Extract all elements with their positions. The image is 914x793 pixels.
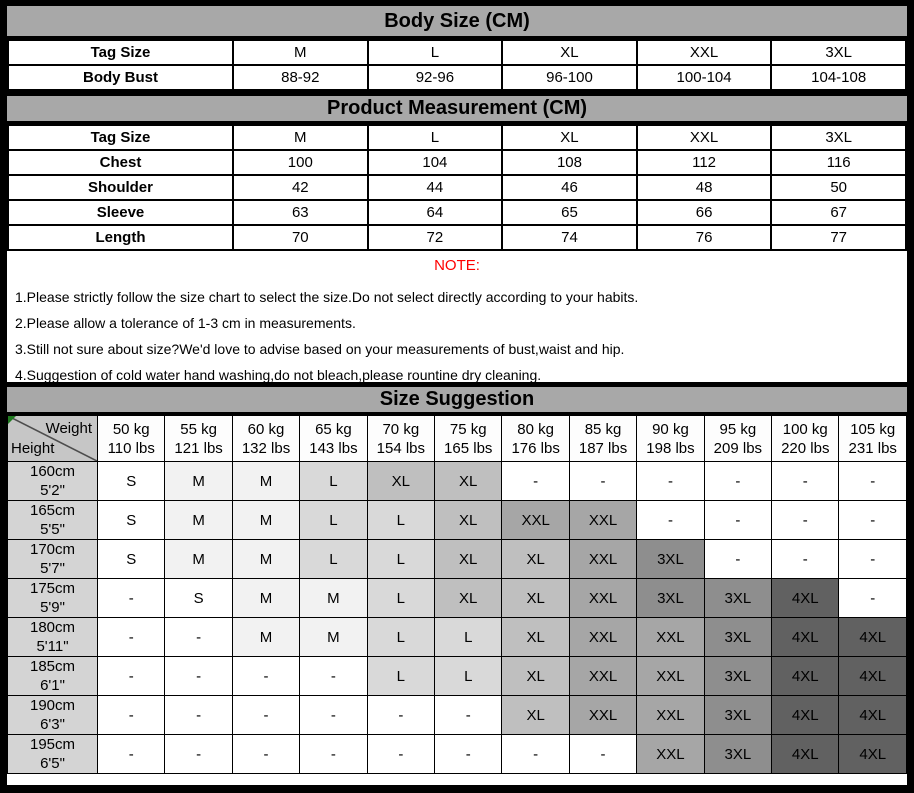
weight-header-cell: 75 kg 165 lbs (435, 416, 502, 462)
table-row (8, 65, 906, 90)
table-row (8, 40, 906, 65)
spec-value: XL (502, 125, 637, 150)
spec-value: 104 (368, 150, 503, 175)
spec-value: 70 (233, 225, 368, 250)
spec-value: L (368, 125, 503, 150)
size-cell: - (637, 501, 704, 540)
size-cell: M (300, 579, 367, 618)
size-cell: XL (435, 540, 502, 579)
size-cell: - (704, 462, 771, 501)
size-cell: L (367, 657, 434, 696)
size-cell: L (367, 579, 434, 618)
spec-value: 88-92 (233, 65, 368, 90)
size-cell: M (232, 462, 299, 501)
note-item: 4.Suggestion of cold water hand washing,do not bleach,please rountine dry cleaning. (15, 367, 542, 383)
spec-value: 116 (771, 150, 906, 175)
spec-value: 77 (771, 225, 906, 250)
spec-value: 92-96 (368, 65, 503, 90)
size-cell: 3XL (704, 735, 771, 774)
height-row-label: 165cm 5'5" (8, 501, 98, 540)
product-measurement-title: Product Measurement (CM) (326, 97, 588, 119)
size-cell: S (165, 579, 232, 618)
size-cell: - (98, 618, 165, 657)
size-cell: M (165, 540, 232, 579)
size-cell: 3XL (704, 579, 771, 618)
height-row-label: 160cm 5'2" (8, 462, 98, 501)
weight-header-cell: 105 kg 231 lbs (839, 416, 907, 462)
product-measurement-header (7, 91, 907, 124)
table-row (8, 225, 906, 250)
size-cell: XL (435, 579, 502, 618)
row-label: Length (8, 225, 233, 250)
spec-value: XL (502, 40, 637, 65)
spec-value: 100-104 (637, 65, 772, 90)
size-cell: - (232, 696, 299, 735)
size-cell: XXL (637, 618, 704, 657)
weight-header-cell: 80 kg 176 lbs (502, 416, 569, 462)
size-cell: L (435, 657, 502, 696)
size-cell: 4XL (772, 657, 839, 696)
size-cell: XXL (569, 501, 636, 540)
size-cell: L (300, 462, 367, 501)
size-cell: 4XL (839, 735, 907, 774)
size-cell: - (98, 657, 165, 696)
size-cell: XL (502, 540, 569, 579)
size-cell: M (232, 579, 299, 618)
size-cell: 4XL (772, 579, 839, 618)
size-cell: M (232, 501, 299, 540)
size-cell: XL (435, 501, 502, 540)
row-label: Tag Size (8, 40, 233, 65)
notes-section (7, 251, 907, 382)
size-cell: - (165, 735, 232, 774)
size-cell: M (232, 540, 299, 579)
size-cell: - (772, 540, 839, 579)
body-size-title: Body Size (CM) (384, 9, 530, 32)
size-suggestion-table (7, 415, 907, 774)
size-cell: XXL (569, 657, 636, 696)
size-cell: - (300, 657, 367, 696)
size-cell: - (98, 579, 165, 618)
spec-value: 42 (233, 175, 368, 200)
row-label: Tag Size (8, 125, 233, 150)
spec-value: 66 (637, 200, 772, 225)
height-row-label: 170cm 5'7" (8, 540, 98, 579)
size-cell: XXL (569, 579, 636, 618)
size-cell: XL (502, 657, 569, 696)
size-cell: - (435, 735, 502, 774)
spec-value: 46 (502, 175, 637, 200)
body-size-header (7, 6, 907, 39)
size-cell: XL (435, 462, 502, 501)
size-cell: 3XL (704, 657, 771, 696)
row-label: Shoulder (8, 175, 233, 200)
table-row (8, 125, 906, 150)
weight-header-cell: 60 kg 132 lbs (232, 416, 299, 462)
note-list (15, 284, 899, 388)
height-row-label: 190cm 6'3" (8, 696, 98, 735)
size-cell: XXL (637, 696, 704, 735)
size-cell: - (165, 618, 232, 657)
size-cell: - (569, 462, 636, 501)
spec-value: 67 (771, 200, 906, 225)
size-cell: - (839, 540, 907, 579)
corner-marker-icon (8, 416, 16, 424)
weight-header-cell: 85 kg 187 lbs (569, 416, 636, 462)
matrix-data-row (8, 618, 907, 657)
size-cell: XL (502, 618, 569, 657)
size-cell: - (300, 696, 367, 735)
size-cell: L (367, 540, 434, 579)
size-cell: L (435, 618, 502, 657)
spec-value: 48 (637, 175, 772, 200)
spec-value: 63 (233, 200, 368, 225)
matrix-data-row (8, 501, 907, 540)
size-cell: - (232, 735, 299, 774)
size-cell: L (367, 501, 434, 540)
size-cell: - (165, 696, 232, 735)
size-cell: XXL (637, 657, 704, 696)
size-cell: XL (367, 462, 434, 501)
size-cell: 4XL (772, 618, 839, 657)
spec-value: 112 (637, 150, 772, 175)
spec-value: XXL (637, 40, 772, 65)
size-cell: L (300, 501, 367, 540)
matrix-data-row (8, 696, 907, 735)
size-cell: 3XL (637, 540, 704, 579)
weight-height-corner-cell (8, 416, 98, 462)
size-cell: XL (502, 579, 569, 618)
table-row (8, 200, 906, 225)
spec-value: 104-108 (771, 65, 906, 90)
body-size-table (7, 39, 907, 91)
size-cell: XXL (569, 618, 636, 657)
matrix-data-row (8, 462, 907, 501)
size-cell: L (300, 540, 367, 579)
spec-value: 3XL (771, 40, 906, 65)
spec-value: 108 (502, 150, 637, 175)
size-cell: L (367, 618, 434, 657)
matrix-header-row (8, 416, 907, 462)
spec-value: 74 (502, 225, 637, 250)
spec-value: XXL (637, 125, 772, 150)
size-cell: - (232, 657, 299, 696)
size-cell: S (98, 540, 165, 579)
size-cell: - (98, 696, 165, 735)
size-cell: - (704, 540, 771, 579)
size-cell: - (772, 462, 839, 501)
size-cell: S (98, 462, 165, 501)
spec-value: 72 (368, 225, 503, 250)
size-cell: 4XL (839, 657, 907, 696)
size-cell: - (367, 735, 434, 774)
weight-header-cell: 95 kg 209 lbs (704, 416, 771, 462)
size-cell: - (704, 501, 771, 540)
size-cell: 4XL (839, 618, 907, 657)
size-cell: M (165, 501, 232, 540)
size-cell: M (232, 618, 299, 657)
spec-value: 100 (233, 150, 368, 175)
size-cell: - (839, 579, 907, 618)
size-cell: - (839, 462, 907, 501)
row-label: Body Bust (8, 65, 233, 90)
spec-value: M (233, 40, 368, 65)
size-cell: XXL (569, 540, 636, 579)
weight-header-cell: 70 kg 154 lbs (367, 416, 434, 462)
spec-value: 96-100 (502, 65, 637, 90)
weight-header-cell: 65 kg 143 lbs (300, 416, 367, 462)
weight-header-cell: 90 kg 198 lbs (637, 416, 704, 462)
spec-value: 3XL (771, 125, 906, 150)
spec-value: M (233, 125, 368, 150)
size-cell: - (367, 696, 434, 735)
height-row-label: 195cm 6'5" (8, 735, 98, 774)
size-cell: 3XL (704, 696, 771, 735)
size-cell: - (98, 735, 165, 774)
size-cell: - (839, 501, 907, 540)
spec-value: 50 (771, 175, 906, 200)
size-cell: - (165, 657, 232, 696)
height-row-label: 180cm 5'11" (8, 618, 98, 657)
size-cell: 4XL (772, 735, 839, 774)
size-cell: 4XL (839, 696, 907, 735)
size-cell: 3XL (704, 618, 771, 657)
matrix-data-row (8, 735, 907, 774)
size-cell: - (435, 696, 502, 735)
spec-value: 44 (368, 175, 503, 200)
size-cell: - (502, 462, 569, 501)
size-cell: S (98, 501, 165, 540)
size-cell: XXL (569, 696, 636, 735)
size-cell: 3XL (637, 579, 704, 618)
product-measurement-table (7, 124, 907, 251)
spec-value: L (368, 40, 503, 65)
size-cell: M (300, 618, 367, 657)
size-cell: 4XL (772, 696, 839, 735)
weight-header-cell: 50 kg 110 lbs (98, 416, 165, 462)
size-cell: - (300, 735, 367, 774)
size-cell: XL (502, 696, 569, 735)
table-row (8, 175, 906, 200)
size-suggestion-title: Size Suggestion (379, 388, 535, 410)
note-item: 2.Please allow a tolerance of 1-3 cm in measurements. (15, 315, 356, 331)
spec-value: 76 (637, 225, 772, 250)
size-cell: - (569, 735, 636, 774)
spec-value: 65 (502, 200, 637, 225)
spec-value: 64 (368, 200, 503, 225)
matrix-data-row (8, 540, 907, 579)
row-label: Chest (8, 150, 233, 175)
size-cell: - (502, 735, 569, 774)
matrix-data-row (8, 657, 907, 696)
weight-header-cell: 100 kg 220 lbs (772, 416, 839, 462)
size-cell: XXL (502, 501, 569, 540)
table-row (8, 150, 906, 175)
height-row-label: 175cm 5'9" (8, 579, 98, 618)
weight-label: Weight (45, 420, 92, 437)
height-label: Height (11, 440, 55, 457)
height-row-label: 185cm 6'1" (8, 657, 98, 696)
note-item: 3.Still not sure about size?We'd love to advise based on your measurements of bust,waist and hip. (15, 341, 625, 357)
row-label: Sleeve (8, 200, 233, 225)
size-cell: - (772, 501, 839, 540)
note-heading: NOTE: (434, 257, 480, 274)
size-cell: M (165, 462, 232, 501)
note-item: 1.Please strictly follow the size chart to select the size.Do not select directly according to your habits. (15, 289, 639, 305)
matrix-data-row (8, 579, 907, 618)
weight-header-cell: 55 kg 121 lbs (165, 416, 232, 462)
size-cell: - (637, 462, 704, 501)
size-cell: XXL (637, 735, 704, 774)
